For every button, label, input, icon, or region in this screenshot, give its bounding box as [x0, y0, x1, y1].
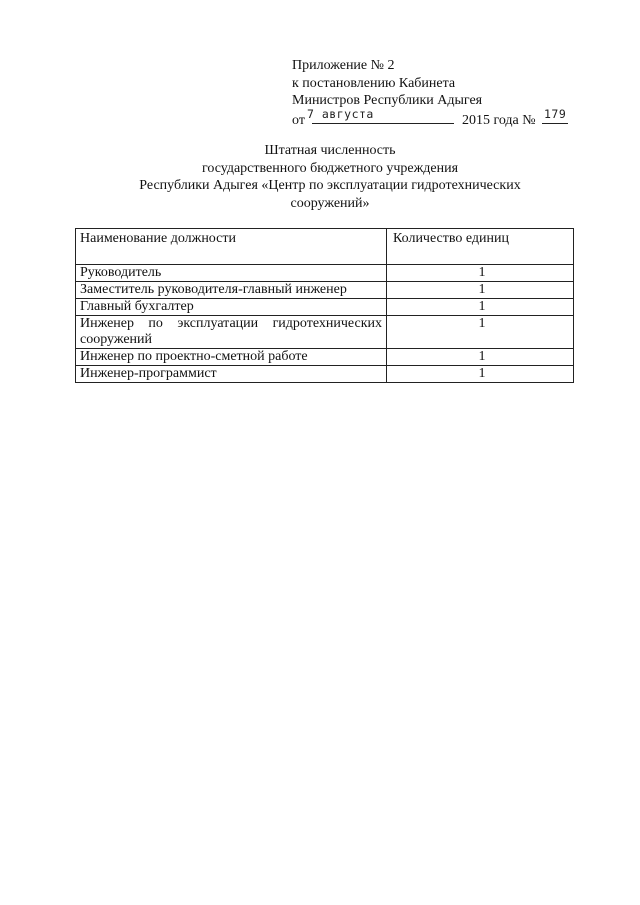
unit-count-value: 1	[478, 265, 486, 280]
unit-count	[387, 282, 574, 299]
table-row	[76, 299, 574, 316]
table-row	[76, 366, 574, 383]
from-prefix: от	[292, 112, 305, 128]
appendix-cabinet: Министров Республики Адыгея	[292, 93, 483, 108]
position-name: Инженер по проектно-сметной работе	[76, 349, 387, 366]
number-blank	[542, 106, 568, 124]
position-name: Руководитель	[76, 265, 387, 282]
unit-count	[387, 265, 574, 282]
handwritten-date: 7 августа	[307, 106, 374, 121]
table-row	[76, 349, 574, 366]
title-line-1: Штатная численность	[264, 143, 396, 158]
unit-count-value: 1	[478, 316, 486, 331]
unit-count	[387, 366, 574, 383]
document-title	[100, 142, 560, 212]
unit-count-value: 1	[478, 349, 486, 364]
header-position-name: Наименование должности	[76, 229, 387, 265]
title-line-4: сооружений»	[290, 195, 370, 211]
appendix-resolution-ref: к постановлению Кабинета	[292, 75, 456, 91]
table-header-row	[76, 229, 574, 265]
unit-count	[387, 316, 574, 349]
staff-table	[75, 228, 574, 383]
unit-count-value: 1	[478, 282, 486, 297]
year-text: 2015 года №	[461, 112, 536, 128]
position-name: Заместитель руководителя-главный инженер	[76, 282, 387, 299]
header-unit-count: Количество единиц	[387, 229, 574, 265]
unit-count-value: 1	[478, 299, 486, 314]
title-line-2: государственного бюджетного учреждения	[201, 160, 459, 176]
unit-count	[387, 349, 574, 366]
handwritten-number: 179	[543, 106, 567, 121]
unit-count	[387, 299, 574, 316]
position-name: Инженер-программист	[76, 366, 387, 383]
appendix-number: Приложение № 2	[292, 58, 395, 73]
date-blank	[307, 106, 454, 124]
appendix-header	[292, 57, 582, 129]
appendix-date-line	[292, 106, 582, 130]
unit-count-value: 1	[478, 366, 486, 381]
table-row	[76, 265, 574, 282]
position-name: Главный бухгалтер	[76, 299, 387, 316]
table-row	[76, 282, 574, 299]
title-line-3: Республики Адыгея «Центр по эксплуатации гидротехнических	[139, 178, 521, 193]
table-row	[76, 316, 574, 349]
position-name: Инженер по эксплуатации гидротехнических сооружений	[76, 316, 387, 349]
